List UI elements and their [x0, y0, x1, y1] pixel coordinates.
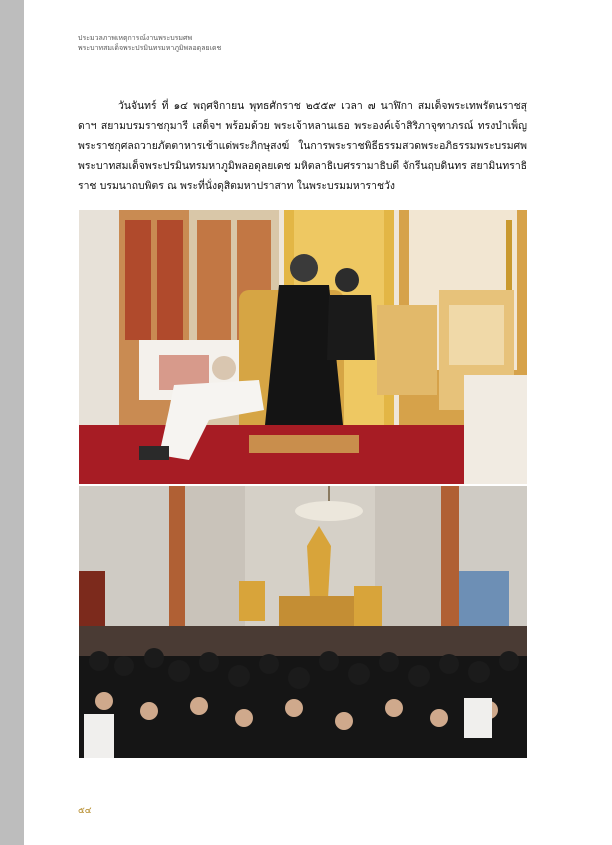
- side-margin-band: [0, 0, 24, 845]
- running-header-line-2: พระบาทสมเด็จพระปรมินทรมหาภูมิพลอดุลยเดช: [78, 44, 222, 52]
- running-header-line-1: ประมวลภาพเหตุการณ์งานพระบรมศพ: [78, 34, 193, 42]
- ceremony-photo-top-illustration: [79, 210, 527, 484]
- ceremony-photo-bottom-illustration: [79, 486, 527, 758]
- running-header: [78, 33, 498, 53]
- body-paragraph: วันจันทร์ ที่ ๑๔ พฤศจิกายน พุทธศักราช ๒๕๕๙ เวลา ๗ นาฬิกา สมเด็จพระเทพรัตนราชสุดาฯ สยามบรมราชกุมารี เสด็จฯ พร้อมด้วย พระเจ้าหลานเธอ พระองค์เจ้าสิริภาจุฑาภรณ์ ทรงบำเพ็ญพระราชกุศลถวายภัตตาหารเช้าแด่พระภิกษุสงฆ์ ในการพระราชพิธีธรรมสวดพระอภิธรรมพระบรมศพ พระบาทสมเด็จพระปรมินทรมหาภูมิพลอดุลยเดช มหิตลาธิเบศรรามาธิบดี จักรีนฤบดินทร สยามินทราธิราช บรมนาถบพิตร ณ พระที่นั่งดุสิตมหาปราสาท ในพระบรมมหาราชวัง: [78, 100, 527, 192]
- page-number: ๕๔: [78, 806, 92, 816]
- ceremony-photo-bottom: [79, 486, 527, 758]
- ceremony-photo-top: [79, 210, 527, 484]
